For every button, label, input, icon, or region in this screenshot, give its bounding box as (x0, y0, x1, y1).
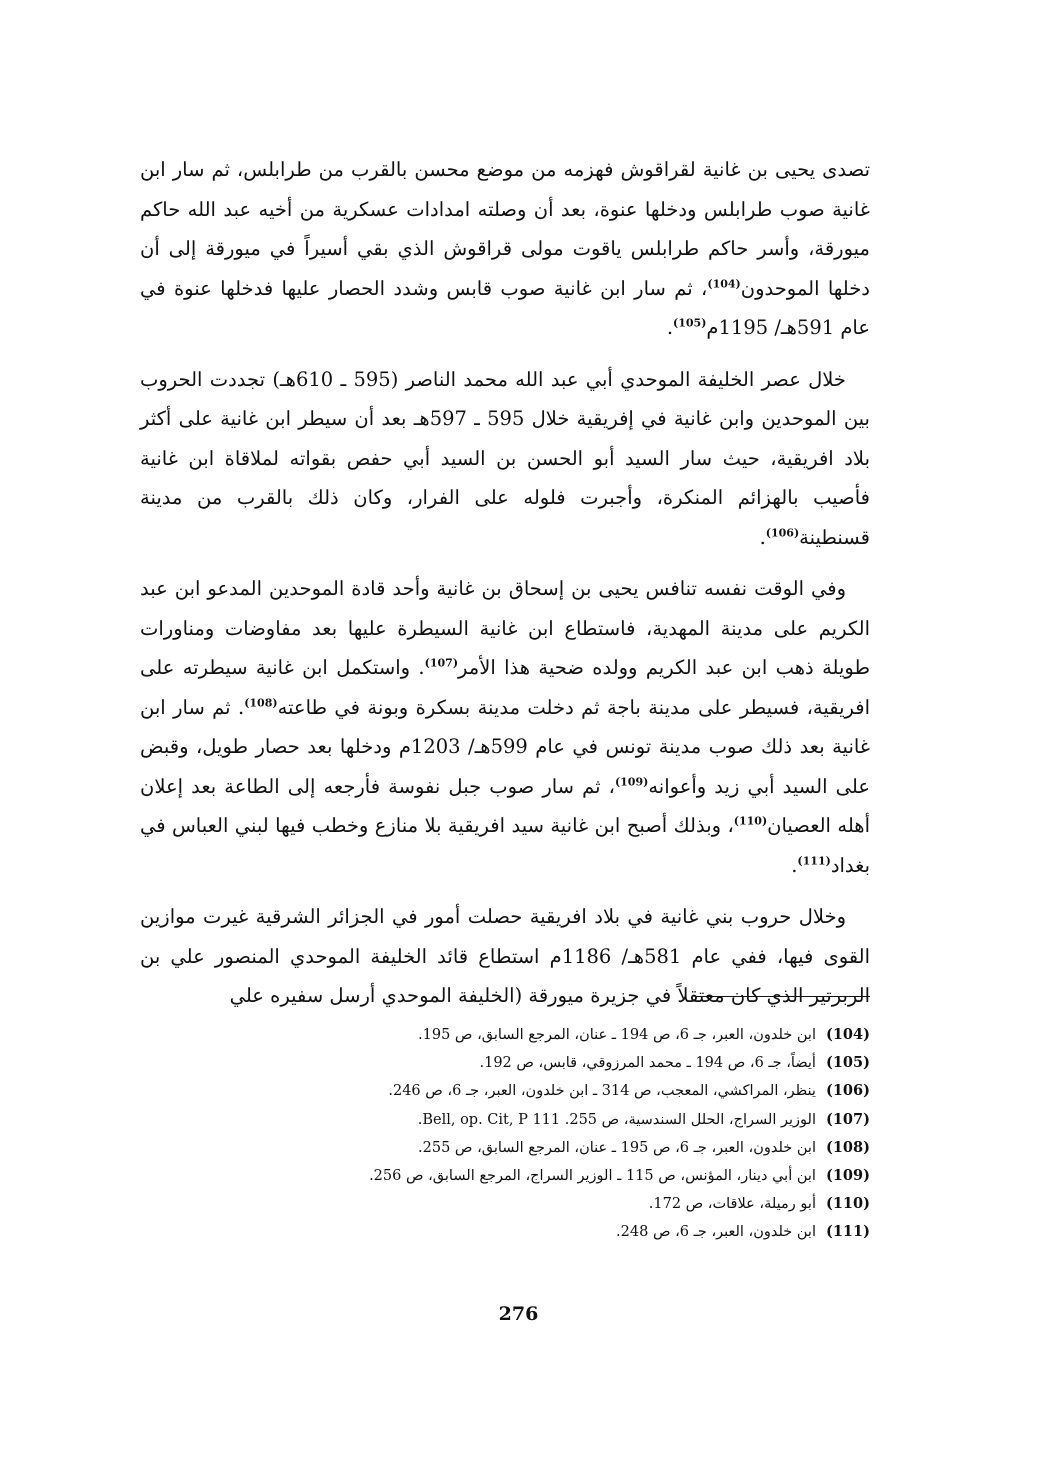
body-text (140, 150, 870, 1028)
footnote: (107)الوزير السراج، الحلل السندسية، ص 255. Bell, op. Cit, P 111. (417, 1110, 870, 1128)
footnote: (111)ابن خلدون، العبر، جـ 6، ص 248. (616, 1223, 870, 1241)
paragraph: وخلال حروب بني غانية في بلاد افريقية حصلت أمور في الجزائر الشرقية غيرت موازين القوى فيها، ففي عام 581هـ/ 1186م استطاع قائد الخليفة الموحدي المنصور علي بن الربرتير الذي كان معتقلاً في جزيرة ميورقة (الخليفة الموحدي أرسل سفيره علي (140, 905, 871, 1007)
footnote: (108)ابن خلدون، العبر، جـ 6، ص 195 ـ عنان، المرجع السابق، ص 255. (418, 1138, 870, 1156)
footnote-ref: (110) (733, 814, 768, 828)
footnote-ref: (109) (614, 775, 649, 788)
footnote-ref: (108) (244, 696, 278, 709)
footnote: (105)أيضاً، جـ 6، ص 194 ـ محمد المرزوقي، قابس، ص 192. (479, 1054, 870, 1072)
paragraph: تصدى يحيى بن غانية لقراقوش فهزمه من موضع محسن بالقرب من طرابلس، ثم سار ابن غانية صوب طرابلس ودخلها عنوة، بعد أن وصلته امدادات عسكرية من أخيه عبد الله حاكم ميورقة، وأسر حاكم طرابلس ياقوت مولى قراقوش الذي بقي أسيراً في ميورقة إلى أن دخلها الموحدون$^{(104)}$، ثم سار ابن غانية صوب قابس وشدد الحصار عليها فدخلها عنوة في عام 591هـ/ 1195م$^{(105)}$. (140, 158, 870, 339)
footnote-ref: (104) (707, 277, 741, 290)
footnote-ref: (105) (673, 316, 707, 330)
footnote: (109)ابن أبي دينار، المؤنس، ص 115 ـ الوزير السراج، المرجع السابق، ص 256. (369, 1167, 870, 1185)
footnotes (250, 1021, 870, 1247)
footnote-ref: (111) (797, 854, 831, 867)
footnote-ref: (106) (765, 526, 800, 539)
footnote-divider (695, 996, 870, 997)
footnote: (106)ينظر، المراكشي، المعجب، ص 314 ـ ابن خلدون، العبر، جـ 6، ص 246. (388, 1082, 870, 1100)
page-number: 276 (498, 1303, 539, 1325)
paragraph: وفي الوقت نفسه تنافس يحيى بن إسحاق بن غانية وأحد قادة الموحدين المدعو ابن عبد الكريم على مدينة المهدية، فاستطاع ابن غانية السيطرة عليها بعد مفاوضات ومناورات طويلة ذهب ابن عبد الكريم وولده ضحية هذا الأمر$^{(107)}$. واستكمل ابن غانية سيطرته على افريقية، فسيطر على مدينة باجة ثم دخلت مدينة بسكرة وبونة في طاعته$^{(108)}$. ثم سار ابن غانية بعد ذلك صوب مدينة تونس في عام 599هـ/ 1203م ودخلها بعد حصار طويل، وقبض على السيد أبي زيد وأعوانه$^{(109)}$، ثم سار صوب جبل نفوسة فأرجعه إلى الطاعة بعد إعلان أهله العصيان$^{(110)}$، وبذلك أصبح ابن غانية سيد افريقية بلا منازع وخطب فيها لبني العباس في بغداد$^{(111)}$. (140, 577, 871, 877)
footnote: (104)ابن خلدون، العبر، جـ 6، ص 194 ـ عنان، المرجع السابق، ص 195. (418, 1026, 870, 1043)
footnote-ref: (107) (424, 656, 459, 670)
paragraph: خلال عصر الخليفة الموحدي أبي عبد الله محمد الناصر (595 ـ 610هـ) تجددت الحروب بين الموحدين وابن غانية في إفريقية خلال 595 ـ 597هـ بعد أن سيطر ابن غانية على أكثر بلاد افريقية، حيث سار السيد أبو الحسن بن السيد أبي حفص بقواته لملاقاة ابن غانية فأصيب بالهزائم المنكرة، وأجبرت فلوله على الفرار، وكان ذلك بالقرب من مدينة قسنطينة$^{(106)}$. (140, 367, 870, 549)
footnote: (110)أبو رميلة، علاقات، ص 172. (648, 1195, 870, 1213)
